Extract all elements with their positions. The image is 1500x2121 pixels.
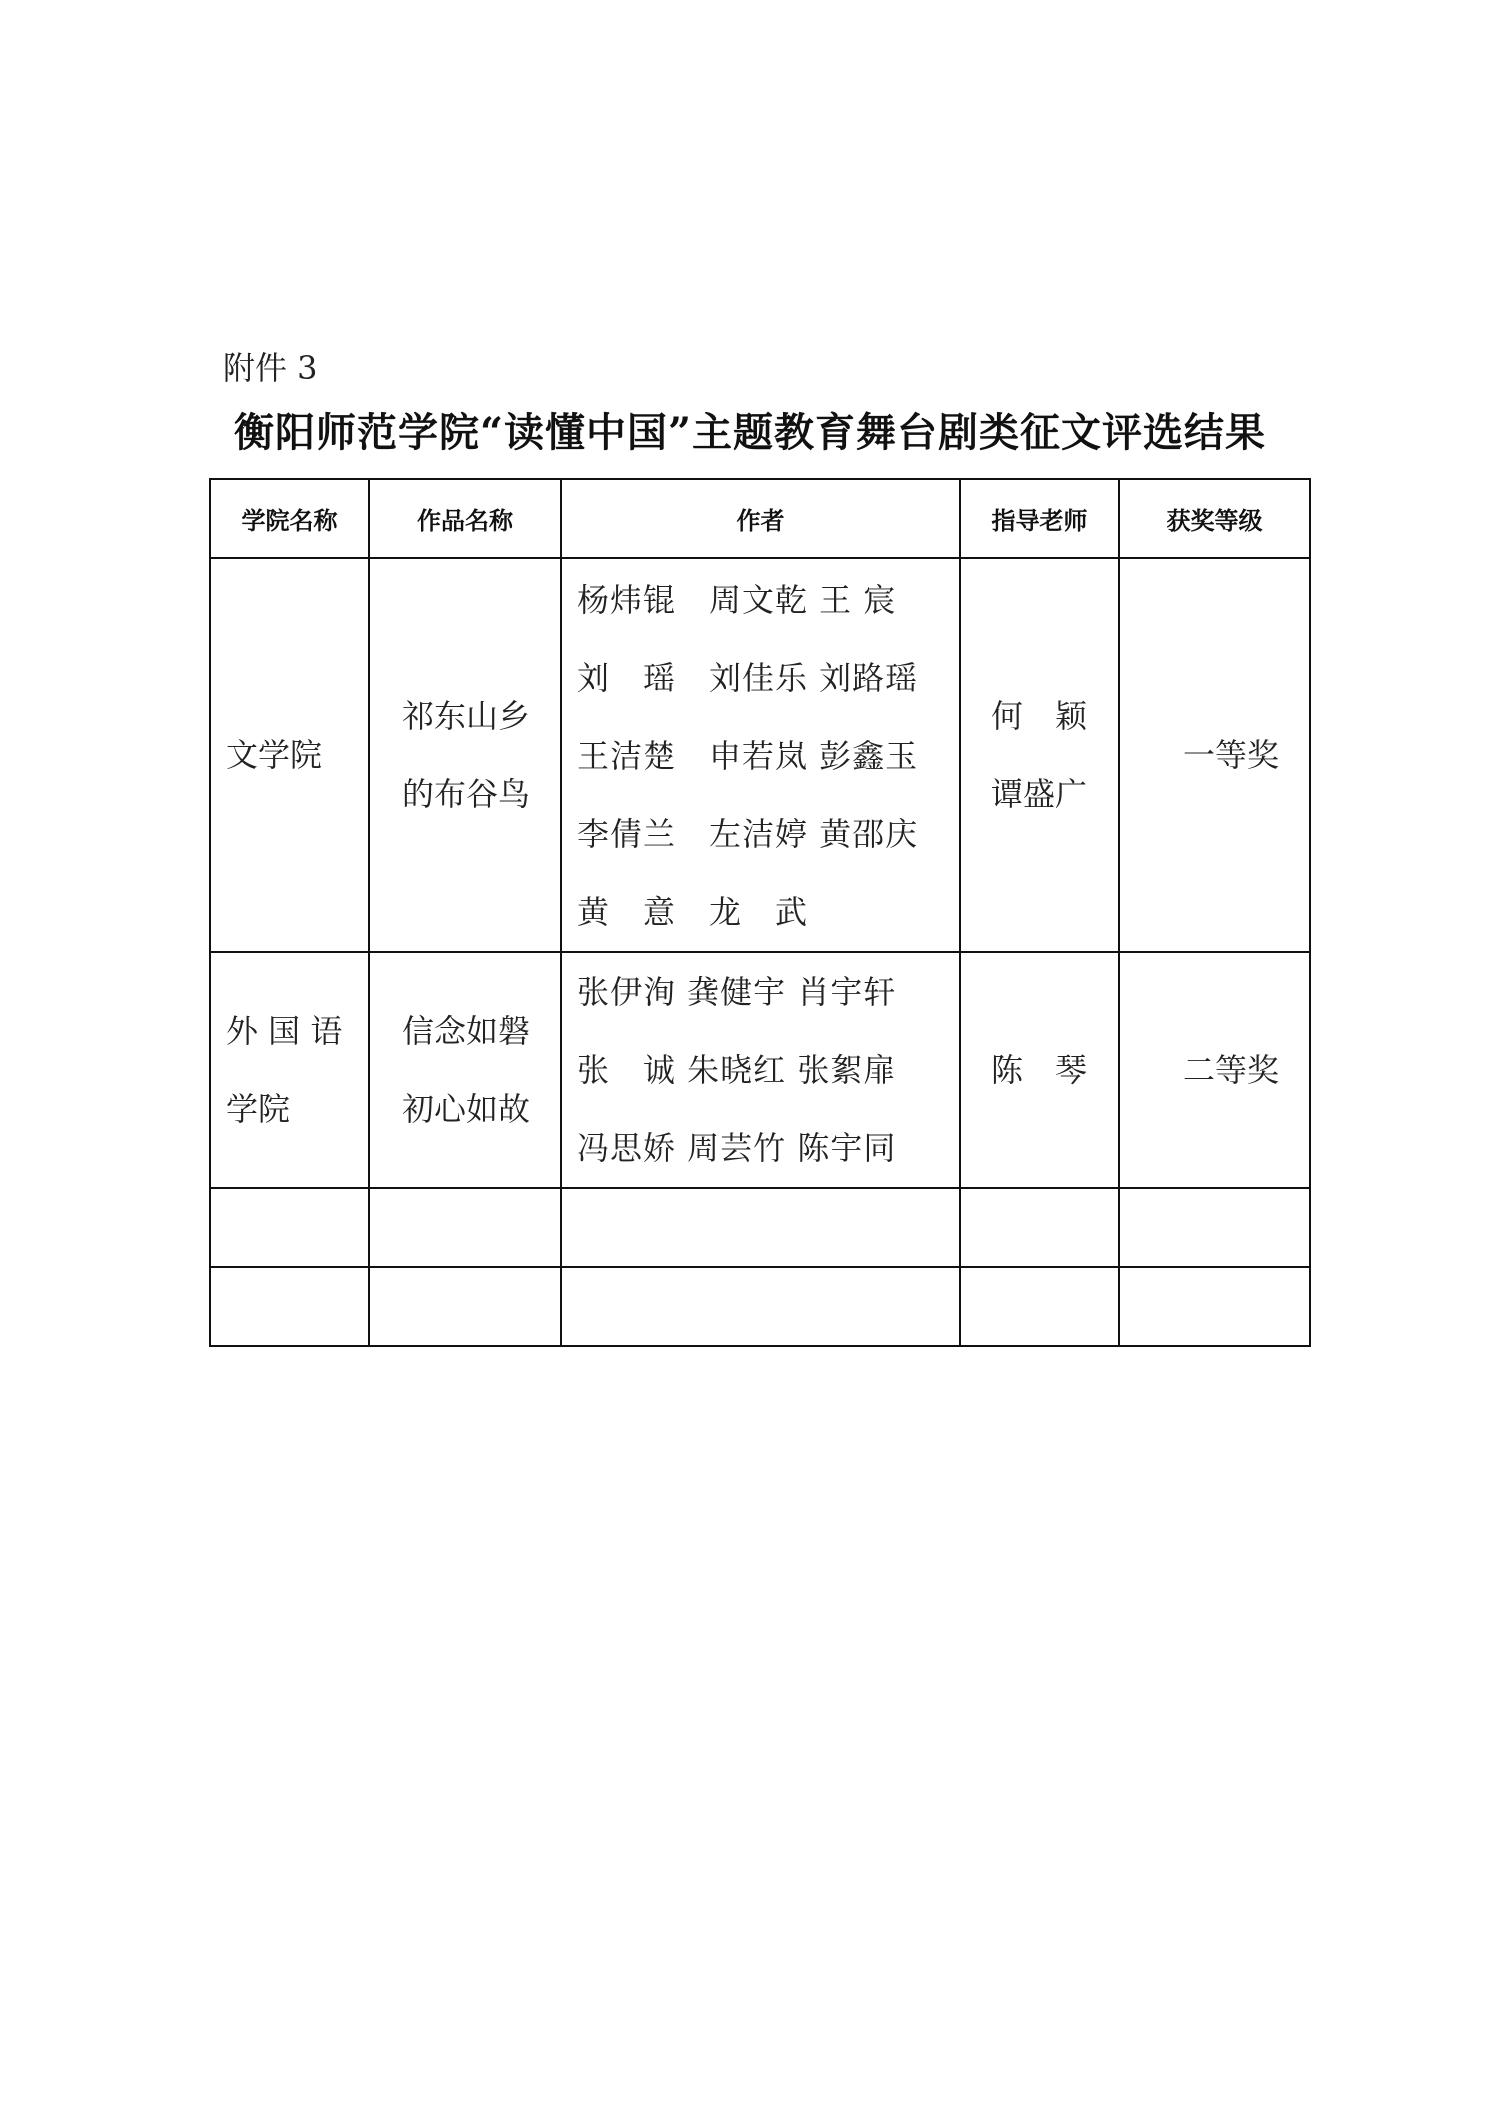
work-title-line: 初心如故 [402, 1090, 531, 1128]
work-title-line: 祁东山乡 [402, 697, 531, 735]
empty-cell [369, 1188, 561, 1267]
author-line: 杨炜锟 周文乾 王 宸 [577, 581, 897, 619]
empty-cell [561, 1267, 960, 1346]
college-name: 文学院 [226, 735, 323, 774]
header-teacher: 指导老师 [960, 479, 1119, 558]
award-level: 二等奖 [1182, 1050, 1279, 1089]
page-title: 衡阳师范学院“读懂中国”主题教育舞台剧类征文评选结果 [233, 409, 1266, 456]
empty-cell [210, 1267, 369, 1346]
teacher-cell [960, 952, 1119, 1188]
table-row [210, 558, 1310, 952]
header-work: 作品名称 [369, 479, 561, 558]
author-line: 李倩兰 左洁婷 黄邵庆 [577, 815, 919, 853]
author-line: 张伊洵 龚健宇 肖宇轩 [577, 973, 897, 1011]
work-cell [369, 952, 561, 1188]
author-line: 张 诚 朱晓红 张絮扉 [577, 1051, 897, 1089]
empty-cell [1119, 1267, 1310, 1346]
attachment-label: 附件 3 [223, 349, 318, 387]
work-title-line: 的布谷鸟 [402, 775, 531, 813]
college-name-line: 学院 [226, 1090, 291, 1128]
header-authors: 作者 [561, 479, 960, 558]
teacher-name: 何 颖 [991, 697, 1088, 735]
work-cell [369, 558, 561, 952]
award-cell [1119, 558, 1310, 952]
header-award: 获奖等级 [1119, 479, 1310, 558]
table-row-empty [210, 1267, 1310, 1346]
author-line: 黄 意 龙 武 [577, 893, 809, 931]
empty-cell [1119, 1188, 1310, 1267]
author-line: 刘 瑶 刘佳乐 刘路瑶 [577, 659, 919, 697]
empty-cell [561, 1188, 960, 1267]
authors-cell [561, 952, 960, 1188]
award-level: 一等奖 [1182, 735, 1279, 774]
empty-cell [960, 1188, 1119, 1267]
empty-cell [210, 1188, 369, 1267]
table-header-row [210, 479, 1310, 558]
author-line: 王洁楚 申若岚 彭鑫玉 [577, 737, 919, 775]
college-name-line: 外 国 语 [226, 1012, 343, 1050]
results-table [209, 478, 1311, 1347]
header-college: 学院名称 [210, 479, 369, 558]
teacher-name: 谭盛广 [991, 775, 1088, 813]
empty-cell [369, 1267, 561, 1346]
college-cell [210, 952, 369, 1188]
table-row-empty [210, 1188, 1310, 1267]
table-row [210, 952, 1310, 1188]
work-title-line: 信念如磐 [402, 1012, 531, 1050]
author-line: 冯思娇 周芸竹 陈宇同 [577, 1129, 897, 1167]
college-cell [210, 558, 369, 952]
teacher-cell [960, 558, 1119, 952]
empty-cell [960, 1267, 1119, 1346]
teacher-name: 陈 琴 [991, 1050, 1088, 1089]
award-cell [1119, 952, 1310, 1188]
authors-cell [561, 558, 960, 952]
